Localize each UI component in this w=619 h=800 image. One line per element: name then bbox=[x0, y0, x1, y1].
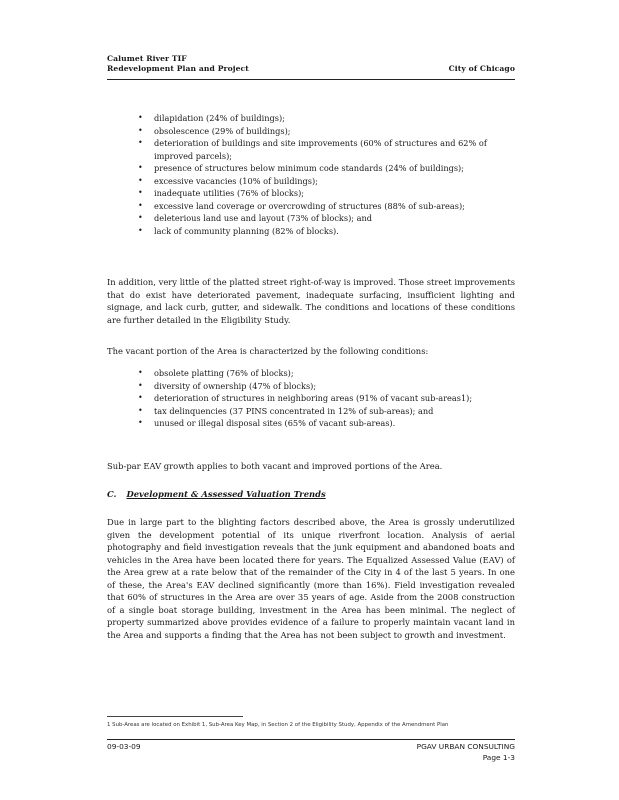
footer-firm: PGAV URBAN CONSULTING bbox=[416, 742, 515, 751]
list-item: • obsolescence (29% of buildings); bbox=[134, 125, 524, 138]
footnote: 1 Sub-Areas are located on Exhibit 1, Sub-Area Key Map, in Section 2 of the Eligibility Study, Appendix of the Amendment Plan bbox=[107, 722, 449, 728]
list-item: • diversity of ownership (47% of blocks); bbox=[134, 380, 524, 393]
section-title: Development & Assessed Valuation Trends bbox=[126, 489, 326, 499]
header-rule bbox=[107, 79, 515, 80]
trends-paragraph: Due in large part to the blighting factors described above, the Area is grossly underutilized given the development potential of its unique riverfront location. Analysis of aerial photography and field investigation reveals that the junk equipment and abandoned boats and vehicles in the Area have been located there for years. The Equalized Assessed Value (EAV) of the Area grew at a rate below that of the remainder of the City in 4 of the last 5 years. In one of these, the Area's EAV declined significantly (more than 16%). Field investigation revealed that 60% of structures in the Area are over 35 years of age. Aside from the 2008 construction of a single boat storage building, investment in the Area has been minimal. The neglect of property summarized above provides evidence of a failure to properly maintain vacant land in the Area and supports a finding that the Area has not been subject to growth and investment. bbox=[107, 517, 515, 640]
vacant-intro-paragraph: The vacant portion of the Area is characterized by the following conditions: bbox=[107, 346, 429, 356]
improved-conditions-list bbox=[134, 112, 524, 237]
list-item: • deterioration of buildings and site improvements (60% of structures and 62% of improved parcels); bbox=[134, 137, 524, 162]
list-item: • excessive land coverage or overcrowding of structures (88% of sub-areas); bbox=[134, 200, 524, 213]
header-title: Calumet River TIF bbox=[107, 54, 187, 63]
header-subtitle: Redevelopment Plan and Project bbox=[107, 64, 249, 73]
list-item: • inadequate utilities (76% of blocks); bbox=[134, 187, 524, 200]
header-city: City of Chicago bbox=[448, 64, 515, 73]
vacant-conditions-list bbox=[134, 367, 524, 430]
list-item: • deleterious land use and layout (73% of blocks); and bbox=[134, 212, 524, 225]
list-item: • excessive vacancies (10% of buildings); bbox=[134, 175, 524, 188]
list-item: • deterioration of structures in neighboring areas (91% of vacant sub-areas1); bbox=[134, 392, 524, 405]
list-item: • obsolete platting (76% of blocks); bbox=[134, 367, 524, 380]
list-item: • unused or illegal disposal sites (65% of vacant sub-areas). bbox=[134, 417, 524, 430]
list-item: • dilapidation (24% of buildings); bbox=[134, 112, 524, 125]
section-heading bbox=[107, 489, 326, 499]
list-item: • lack of community planning (82% of blocks). bbox=[134, 225, 524, 238]
section-letter: C. bbox=[107, 489, 117, 499]
list-item: • presence of structures below minimum code standards (24% of buildings); bbox=[134, 162, 524, 175]
footer-page: Page 1-3 bbox=[482, 753, 515, 762]
footnote-rule bbox=[107, 716, 243, 717]
row-paragraph: In addition, very little of the platted street right-of-way is improved. Those street improvements that do exist have deteriorated pavement, inadequate surfacing, insufficient lighting and signage, and lack curb, gutter, and sidewalk. The conditions and locations of these conditions are further detailed in the Eligibility Study. bbox=[107, 277, 515, 325]
list-item: • tax delinquencies (37 PINS concentrated in 12% of sub-areas); and bbox=[134, 405, 524, 418]
footer-date: 09-03-09 bbox=[107, 742, 141, 751]
subpar-paragraph: Sub-par EAV growth applies to both vacant and improved portions of the Area. bbox=[107, 461, 443, 471]
footer-rule bbox=[107, 739, 515, 740]
